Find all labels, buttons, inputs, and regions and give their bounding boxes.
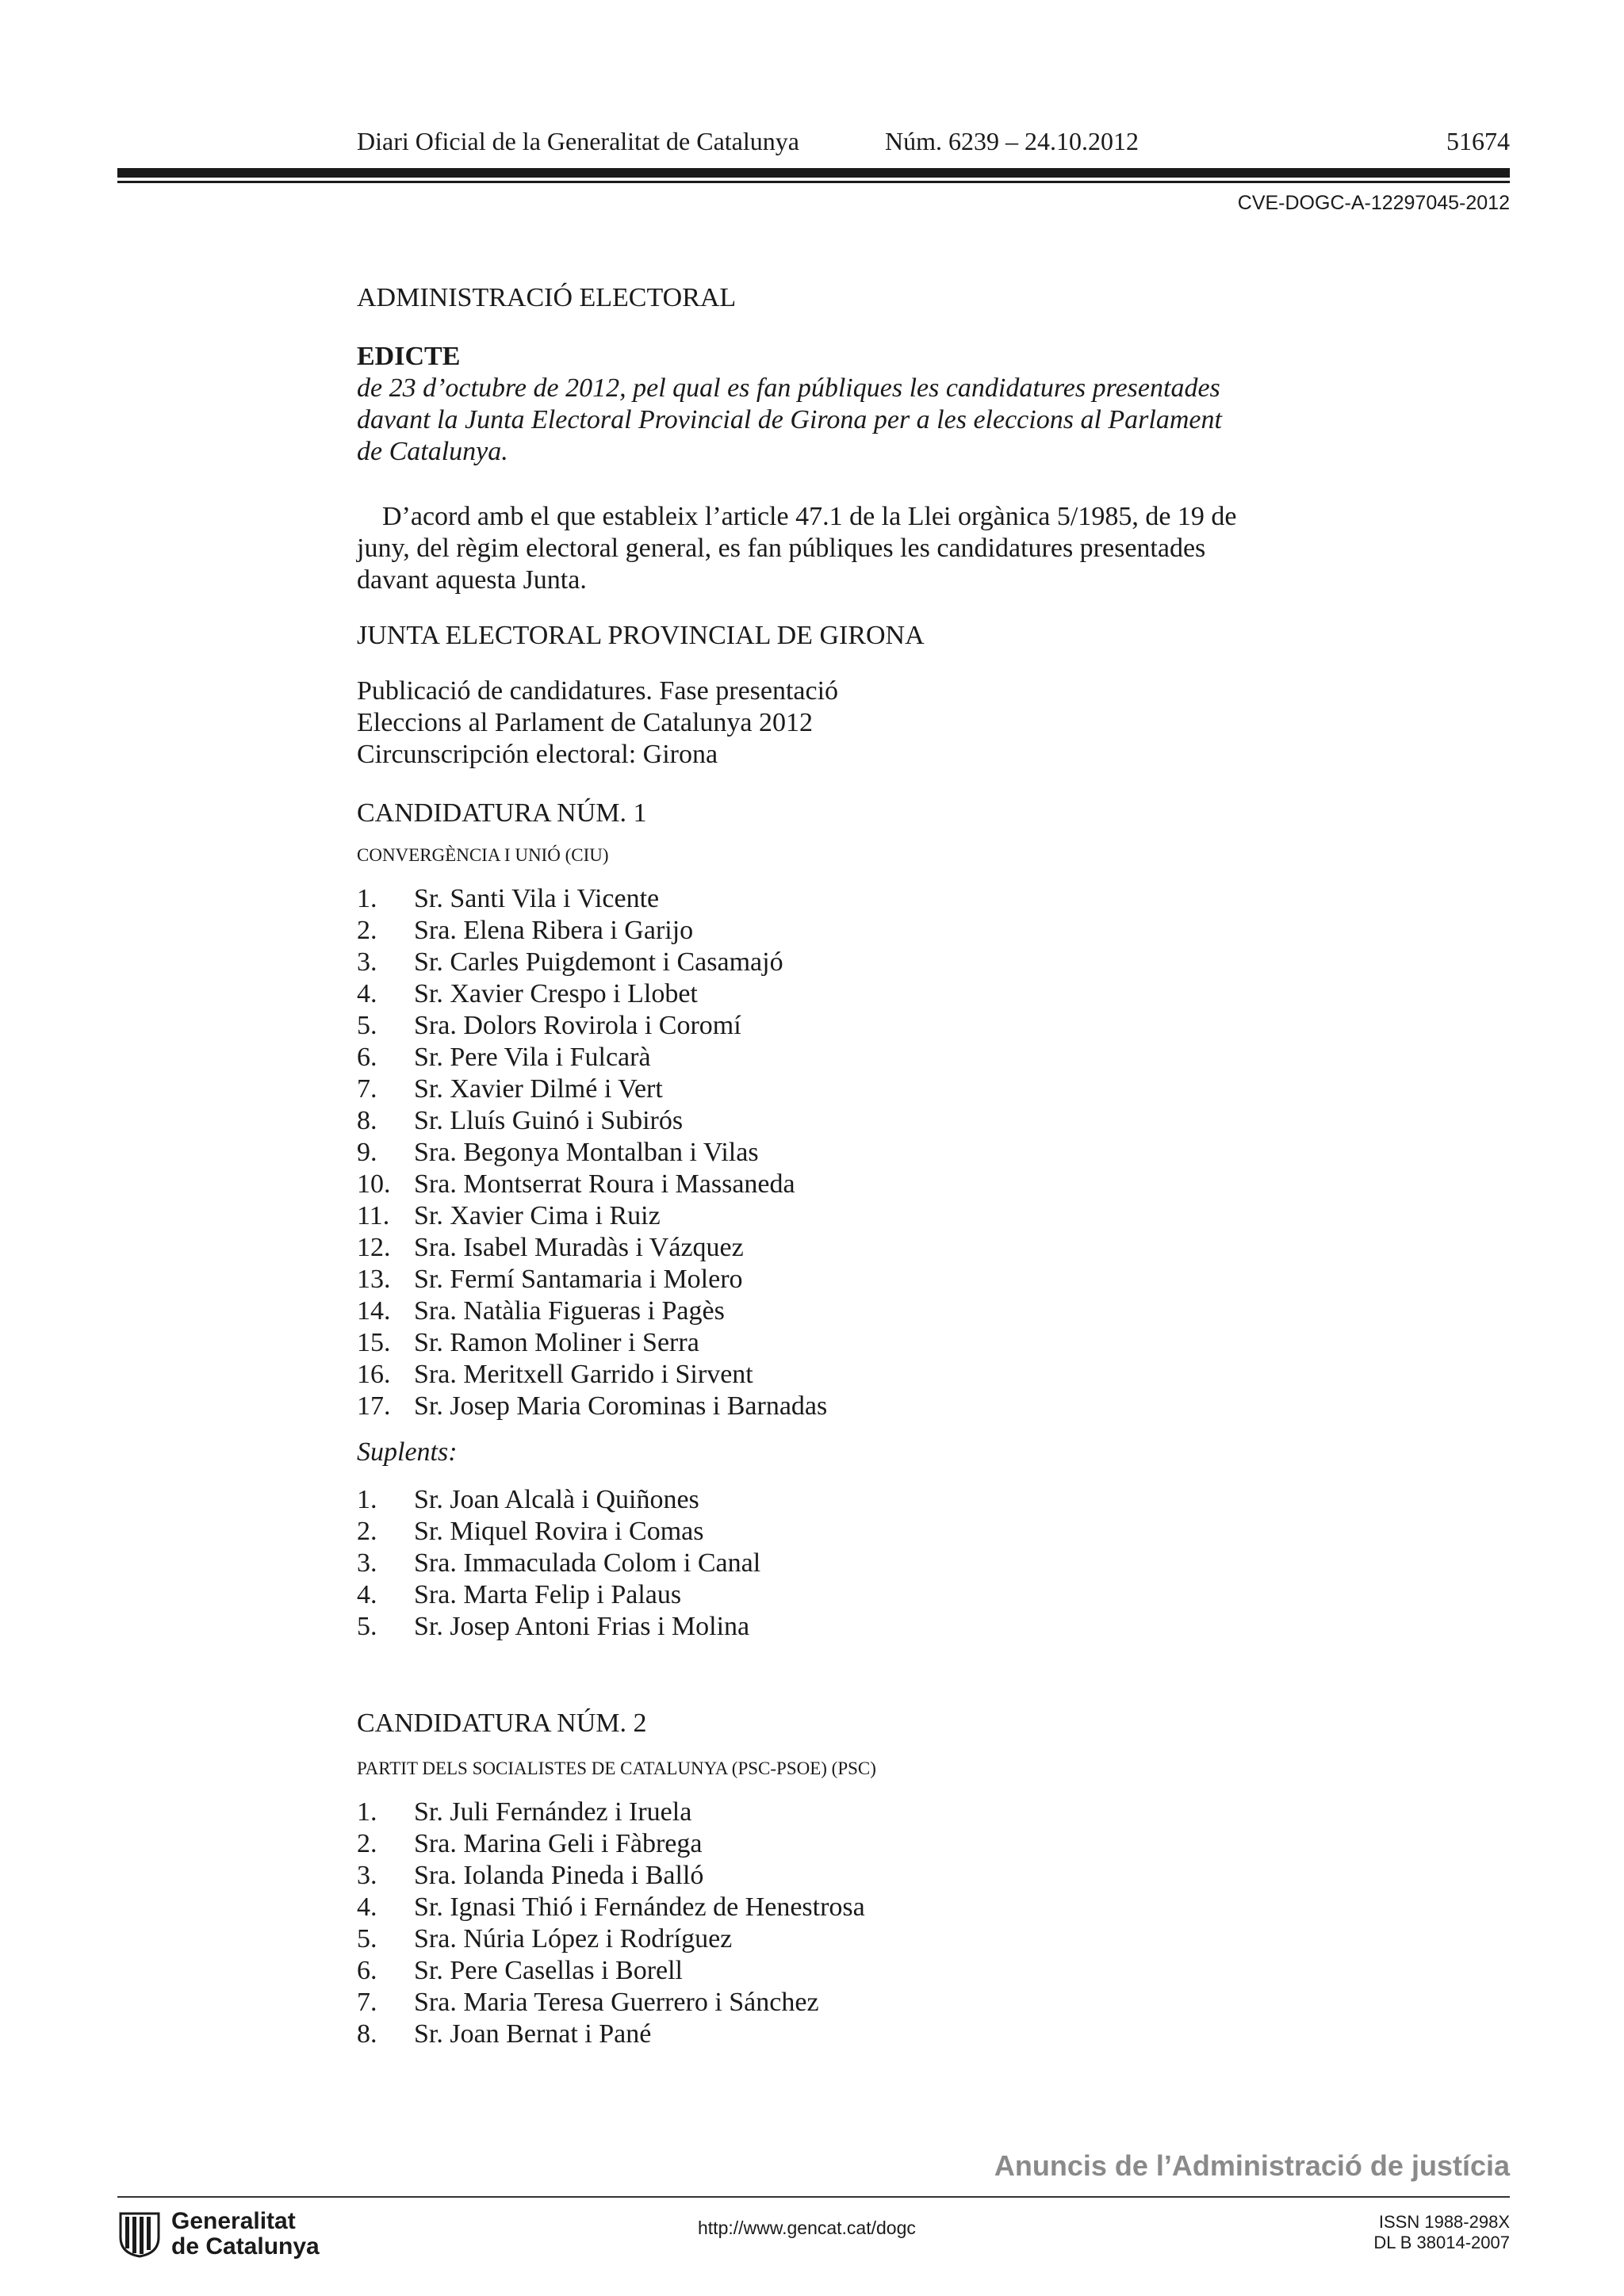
list-item xyxy=(357,1073,1277,1105)
list-item xyxy=(357,1860,1277,1892)
list-item xyxy=(357,915,1277,947)
summary-line: de Catalunya. xyxy=(357,437,508,466)
list-item xyxy=(357,1359,1277,1391)
list-item xyxy=(357,1264,1277,1295)
item-name: Sr. Miquel Rovira i Comas xyxy=(414,1517,704,1546)
journal-title: Diari Oficial de la Generalitat de Catalunya xyxy=(357,127,799,155)
item-name: Sr. Pere Vila i Fulcarà xyxy=(414,1043,651,1072)
footer-section-title: Anuncis de l’Administració de justícia xyxy=(994,2149,1510,2182)
item-name: Sra. Núria López i Rodríguez xyxy=(414,1924,733,1954)
list-item xyxy=(357,1010,1277,1042)
summary-line: davant la Junta Electoral Provincial de Girona per a les eleccions al Parlament xyxy=(357,405,1222,434)
list-item xyxy=(357,1923,1277,1955)
list-item xyxy=(357,1105,1277,1137)
list-item xyxy=(357,978,1277,1010)
list-item xyxy=(357,1892,1277,1923)
candidatura-2-list xyxy=(357,1797,1277,2050)
list-item xyxy=(357,2019,1277,2050)
item-name: Sr. Josep Maria Corominas i Barnadas xyxy=(414,1391,828,1421)
item-number: 5. xyxy=(357,1612,377,1641)
item-name: Sr. Xavier Cima i Ruiz xyxy=(414,1201,661,1230)
list-item xyxy=(357,1391,1277,1422)
item-name: Sra. Maria Teresa Guerrero i Sánchez xyxy=(414,1988,819,2017)
footer-issn xyxy=(1373,2212,1510,2253)
suplents-label: Suplents: xyxy=(357,1437,458,1467)
item-number: 10. xyxy=(357,1169,391,1199)
item-name: Sra. Isabel Muradàs i Vázquez xyxy=(414,1233,744,1262)
generalitat-emblem-icon xyxy=(117,2210,162,2258)
list-item xyxy=(357,1516,1277,1548)
item-name: Sr. Fermí Santamaria i Molero xyxy=(414,1265,743,1294)
item-name: Sr. Lluís Guinó i Subirós xyxy=(414,1106,684,1135)
item-name: Sra. Natàlia Figueras i Pagès xyxy=(414,1296,725,1326)
item-name: Sra. Immaculada Colom i Canal xyxy=(414,1548,761,1578)
list-item xyxy=(357,1987,1277,2019)
item-number: 3. xyxy=(357,1861,377,1890)
item-number: 17. xyxy=(357,1391,391,1421)
item-number: 15. xyxy=(357,1328,391,1357)
item-name: Sr. Joan Bernat i Pané xyxy=(414,2019,652,2049)
item-number: 9. xyxy=(357,1138,377,1167)
list-item xyxy=(357,1327,1277,1359)
item-number: 16. xyxy=(357,1360,391,1389)
item-number: 4. xyxy=(357,1580,377,1609)
item-number: 2. xyxy=(357,1829,377,1858)
item-name: Sra. Marina Geli i Fàbrega xyxy=(414,1829,703,1858)
item-name: Sr. Josep Antoni Frias i Molina xyxy=(414,1612,750,1641)
page-number: 51674 xyxy=(1446,127,1510,155)
item-number: 2. xyxy=(357,1517,377,1546)
edicte-summary xyxy=(357,373,1277,468)
candidatura-1-list xyxy=(357,883,1277,1422)
list-item xyxy=(357,1169,1277,1200)
document-body xyxy=(357,282,1277,2050)
item-name: Sra. Iolanda Pineda i Balló xyxy=(414,1861,704,1890)
paragraph-line: juny, del règim electoral general, es fan públiques les candidatures presentades xyxy=(357,534,1206,563)
item-number: 4. xyxy=(357,979,377,1008)
list-item xyxy=(357,1579,1277,1611)
candidatura-2-party: PARTIT DELS SOCIALISTES DE CATALUNYA (PSC-PSOE) (PSC) xyxy=(357,1758,876,1778)
item-number: 3. xyxy=(357,947,377,977)
list-item xyxy=(357,883,1277,915)
item-name: Sr. Xavier Dilmé i Vert xyxy=(414,1074,663,1104)
publication-line: Publicació de candidatures. Fase presentació xyxy=(357,676,839,706)
candidatura-1-party: CONVERGÈNCIA I UNIÓ (CIU) xyxy=(357,845,609,865)
paragraph-line: davant aquesta Junta. xyxy=(357,565,587,595)
section-title: ADMINISTRACIÓ ELECTORAL xyxy=(357,283,737,312)
item-name: Sra. Begonya Montalban i Vilas xyxy=(414,1138,759,1167)
list-item xyxy=(357,1828,1277,1860)
legal-deposit: DL B 38014-2007 xyxy=(1373,2233,1510,2252)
item-number: 3. xyxy=(357,1548,377,1578)
item-name: Sra. Dolors Rovirola i Coromí xyxy=(414,1011,741,1040)
item-number: 1. xyxy=(357,1485,377,1514)
cve-code: CVE-DOGC-A-12297045-2012 xyxy=(1237,192,1510,214)
item-number: 8. xyxy=(357,1106,377,1135)
item-name: Sr. Ramon Moliner i Serra xyxy=(414,1328,699,1357)
item-number: 4. xyxy=(357,1892,377,1922)
list-item xyxy=(357,1611,1277,1643)
list-item xyxy=(357,1955,1277,1987)
item-number: 6. xyxy=(357,1956,377,1985)
candidatura-1-title: CANDIDATURA NÚM. 1 xyxy=(357,798,647,828)
item-name: Sra. Marta Felip i Palaus xyxy=(414,1580,682,1609)
item-number: 1. xyxy=(357,1797,377,1827)
generalitat-logo xyxy=(117,2209,320,2260)
paragraph-line: D’acord amb el que estableix l’article 47.1 de la Llei orgànica 5/1985, de 19 de xyxy=(382,502,1237,531)
item-number: 2. xyxy=(357,916,377,945)
candidatura-2-title: CANDIDATURA NÚM. 2 xyxy=(357,1709,647,1738)
footer-rule xyxy=(117,2196,1510,2198)
summary-line: de 23 d’octubre de 2012, pel qual es fan públiques les candidatures presentades xyxy=(357,373,1220,403)
publication-line: Eleccions al Parlament de Catalunya 2012 xyxy=(357,708,813,737)
footer-url-link[interactable]: http://www.gencat.cat/dogc xyxy=(698,2218,916,2238)
item-number: 7. xyxy=(357,1074,377,1104)
candidatura-1-suplents xyxy=(357,1484,1277,1643)
item-name: Sr. Pere Casellas i Borell xyxy=(414,1956,684,1985)
logo-text-line2: de Catalunya xyxy=(171,2233,320,2260)
item-number: 12. xyxy=(357,1233,391,1262)
list-item xyxy=(357,1295,1277,1327)
list-item xyxy=(357,1042,1277,1073)
header-rule-thick xyxy=(117,168,1510,178)
item-name: Sr. Xavier Crespo i Llobet xyxy=(414,979,698,1008)
list-item xyxy=(357,947,1277,978)
list-item xyxy=(357,1548,1277,1579)
item-name: Sra. Elena Ribera i Garijo xyxy=(414,916,694,945)
item-name: Sr. Santi Vila i Vicente xyxy=(414,884,660,913)
item-number: 1. xyxy=(357,884,377,913)
item-number: 5. xyxy=(357,1924,377,1954)
intro-paragraph xyxy=(357,501,1277,596)
list-item xyxy=(357,1137,1277,1169)
item-number: 14. xyxy=(357,1296,391,1326)
item-number: 8. xyxy=(357,2019,377,2049)
list-item xyxy=(357,1200,1277,1232)
item-number: 13. xyxy=(357,1265,391,1294)
list-item xyxy=(357,1232,1277,1264)
junta-title: JUNTA ELECTORAL PROVINCIAL DE GIRONA xyxy=(357,621,925,650)
item-number: 6. xyxy=(357,1043,377,1072)
edicte-title: EDICTE xyxy=(357,342,461,371)
item-name: Sr. Joan Alcalà i Quiñones xyxy=(414,1485,699,1514)
item-name: Sra. Meritxell Garrido i Sirvent xyxy=(414,1360,753,1389)
list-item xyxy=(357,1797,1277,1828)
item-number: 5. xyxy=(357,1011,377,1040)
item-name: Sr. Carles Puigdemont i Casamajó xyxy=(414,947,783,977)
logo-text-line1: Generalitat xyxy=(171,2208,296,2234)
header-rule-thin xyxy=(117,181,1510,183)
item-name: Sr. Juli Fernández i Iruela xyxy=(414,1797,692,1827)
item-number: 7. xyxy=(357,1988,377,2017)
item-name: Sra. Montserrat Roura i Massaneda xyxy=(414,1169,795,1199)
publication-info xyxy=(357,675,1277,771)
issn-number: ISSN 1988-298X xyxy=(1378,2212,1510,2232)
publication-line: Circunscripción electoral: Girona xyxy=(357,740,718,769)
item-number: 11. xyxy=(357,1201,390,1230)
item-name: Sr. Ignasi Thió i Fernández de Henestrosa xyxy=(414,1892,865,1922)
issue-number: Núm. 6239 – 24.10.2012 xyxy=(885,127,1139,155)
list-item xyxy=(357,1484,1277,1516)
